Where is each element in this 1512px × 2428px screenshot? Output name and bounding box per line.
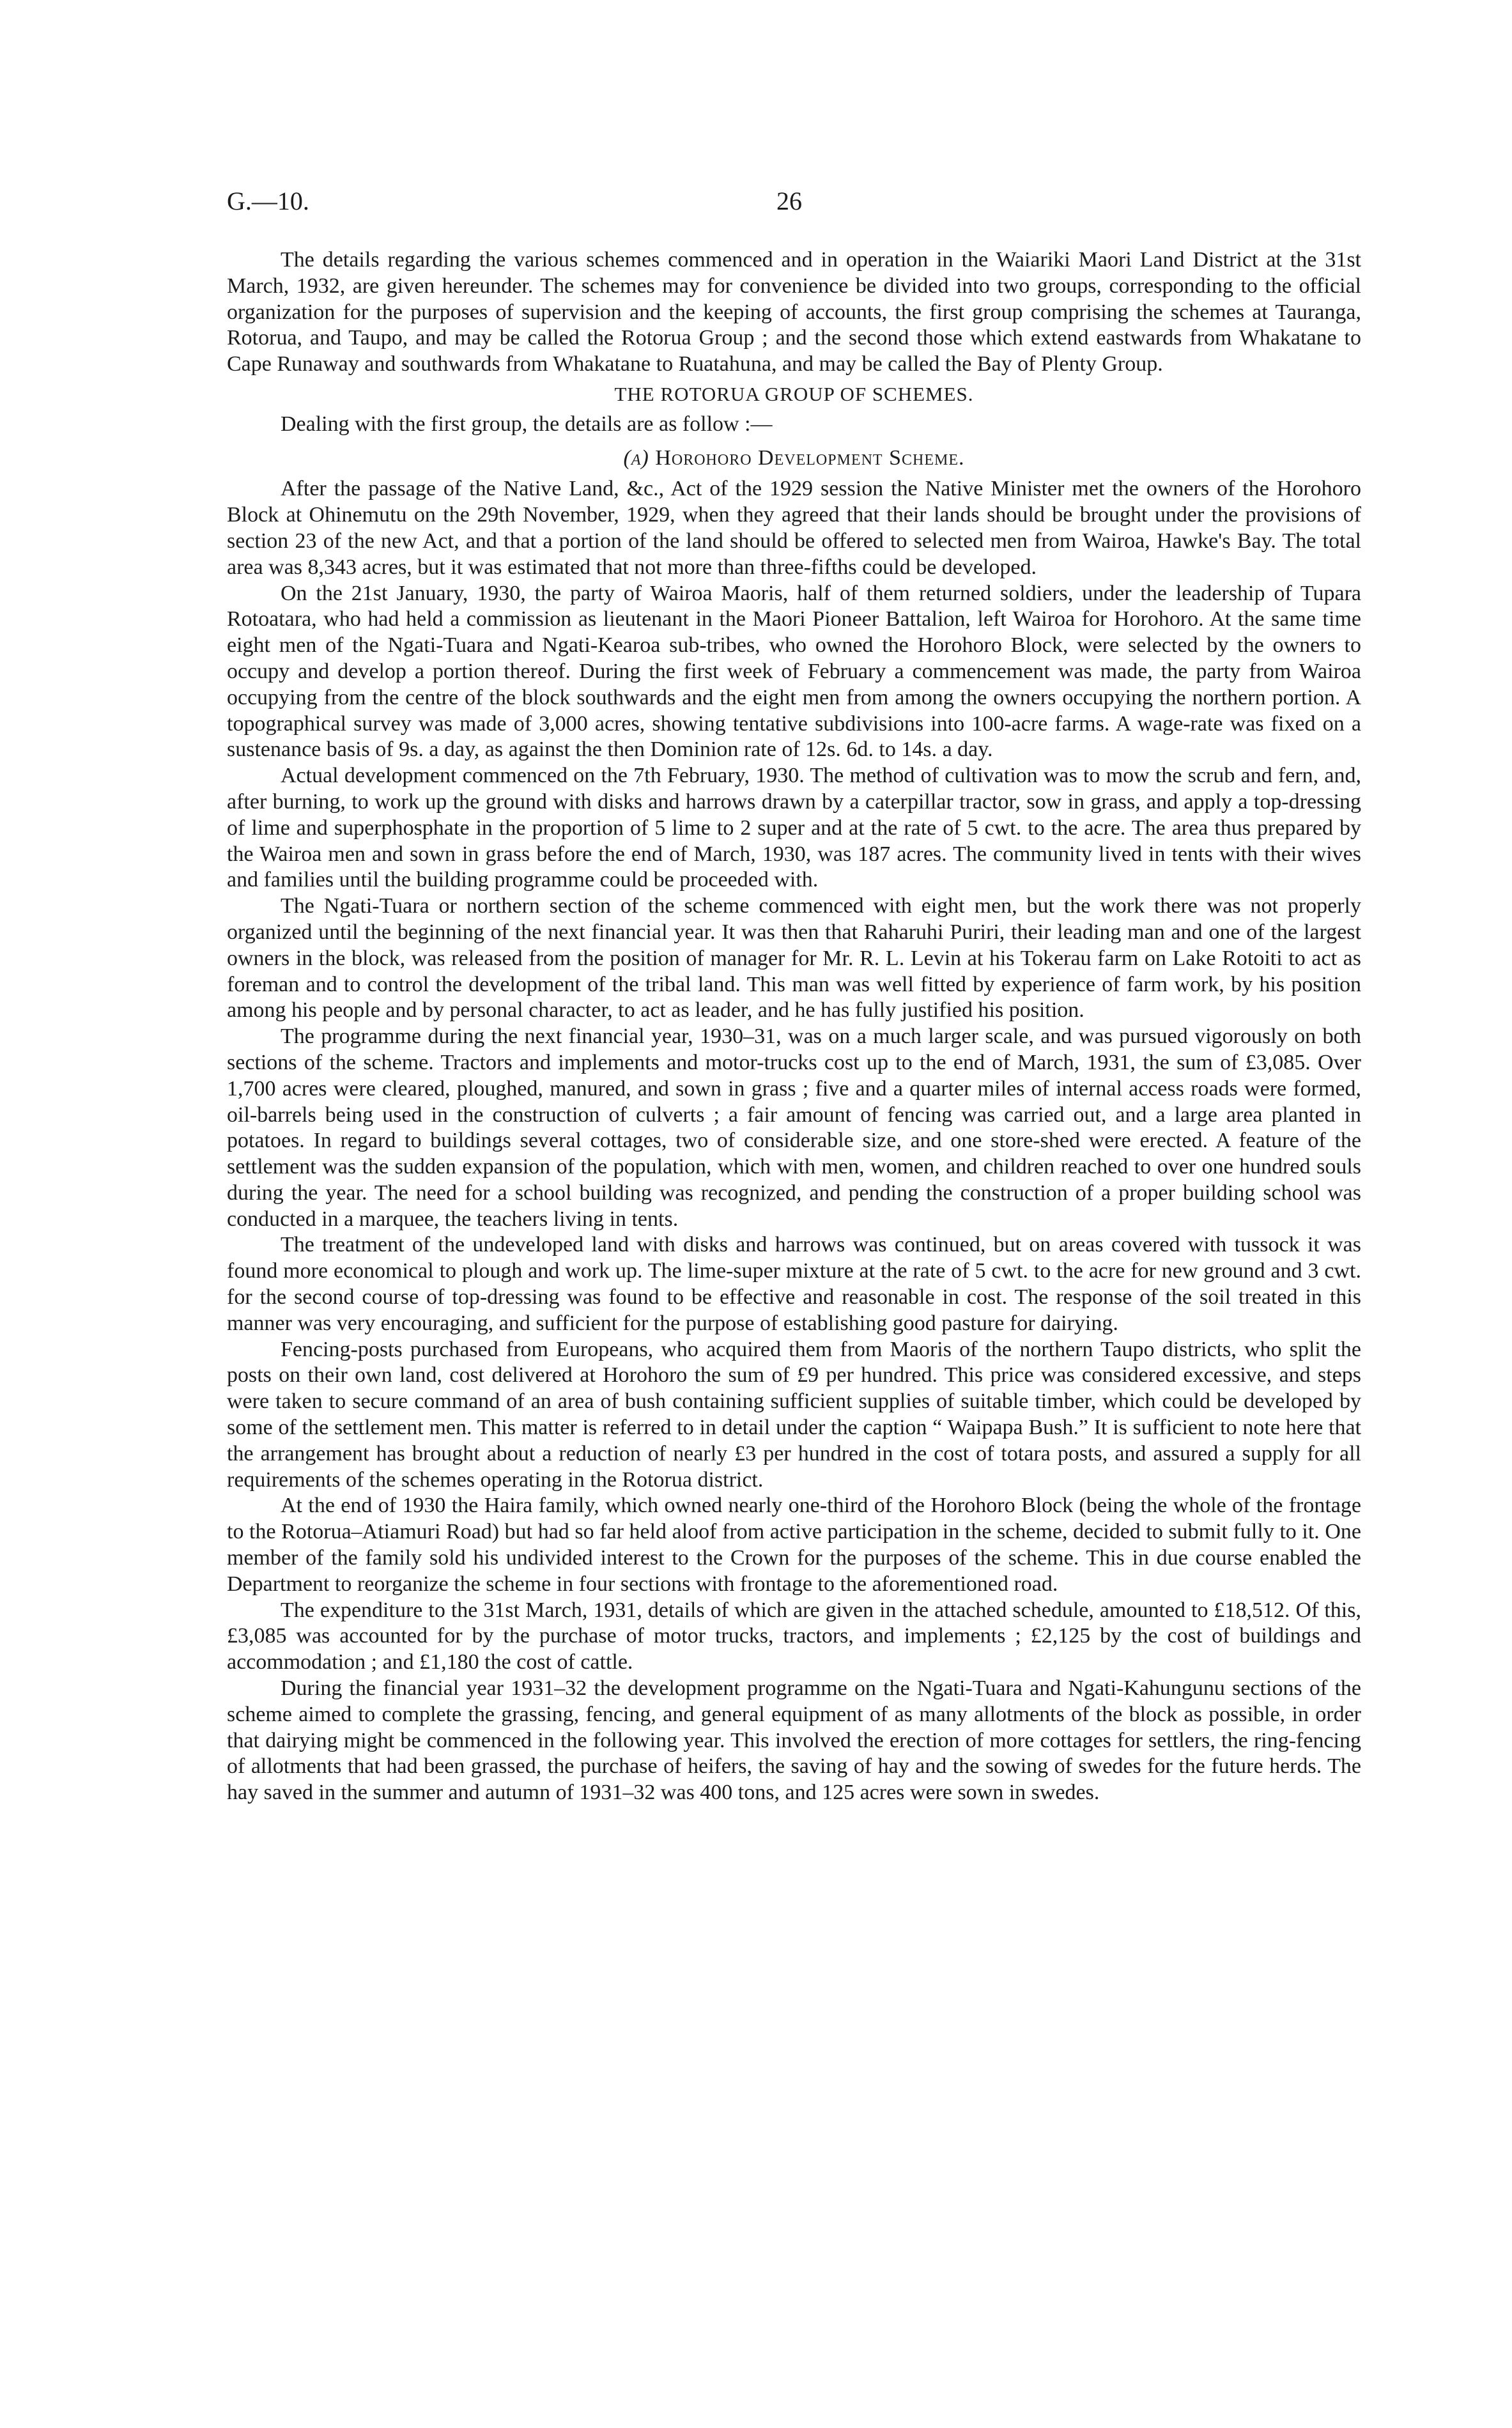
page-header	[227, 182, 1361, 220]
paragraph: After the passage of the Native Land, &c., Act of the 1929 session the Native Minister met the owners of the Horohoro Block at Ohinemutu on the 29th November, 1929, when they agreed that their lands should be brought under the provisions of section 23 of the new Act, and that a portion of the land should be offered to selected men from Wairoa, Hawke's Bay. The total area was 8,343 acres, but it was estimated that not more than three-fifths could be developed.	[227, 477, 1361, 579]
paragraph: On the 21st January, 1930, the party of Wairoa Maoris, half of them returned soldiers, under the leadership of Tupara Rotoatara, who had held a commission as lieutenant in the Maori Pioneer Battalion, left Wairoa for Horohoro. At the same time eight men of the Ngati-Tuara and Ngati-Kearoa sub-tribes, who owned the Horohoro Block, were selected by the owners to occupy and develop a portion thereof. During the first week of February a commencement was made, the party from Wairoa occupying from the centre of the block southwards and the eight men from among the owners occupying the northern portion. A topographical survey was made of 3,000 acres, showing tentative subdivisions into 100-acre farms. A wage-rate was fixed on a sustenance basis of 9s. a day, as against the then Dominion rate of 12s. 6d. to 14s. a day.	[227, 581, 1361, 762]
dealing-line: Dealing with the first group, the details are as follow :—	[281, 412, 773, 436]
document-reference: G.—10.	[227, 187, 309, 215]
section-heading: THE ROTORUA GROUP OF SCHEMES.	[614, 382, 974, 405]
subsection-title: Horohoro Development Scheme.	[655, 445, 965, 470]
page-number: 26	[776, 187, 802, 215]
body-text	[227, 247, 1361, 1806]
paragraph: The treatment of the undeveloped land with disks and harrows was continued, but on areas covered with tussock it was found more economical to plough and work up. The lime-super mixture at the rate of 5 cwt. to the acre for new ground and 3 cwt. for the second course of top-dressing was found to be effective and reasonable in cost. The response of the soil treated in this manner was very encouraging, and sufficient for the purpose of establishing good pasture for dairying.	[227, 1233, 1361, 1335]
document-page	[227, 182, 1361, 1806]
intro-paragraph: The details regarding the various schemes commenced and in operation in the Waiariki Maori Land District at the 31st March, 1932, are given hereunder. The schemes may for convenience be divided into two groups, corresponding to the official organization for the purposes of supervision and the keeping of accounts, the first group comprising the schemes at Tauranga, Rotorua, and Taupo, and may be called the Rotorua Group ; and the second those which extend eastwards from Whakatane to Cape Runaway and southwards from Whakatane to Ruatahuna, and may be called the Bay of Plenty Group.	[227, 248, 1361, 376]
subsection-marker: (a)	[623, 445, 649, 470]
paragraph: During the financial year 1931–32 the development programme on the Ngati-Tuara and Ngati-Kahungunu sections of the scheme aimed to complete the grassing, fencing, and general equipment of as many allotments of the block as possible, in order that dairying might be commenced in the following year. This involved the erection of more cottages for settlers, the ring-fencing of allotments that had been grassed, the purchase of heifers, the saving of hay and the sowing of swedes for the future herds. The hay saved in the summer and autumn of 1931–32 was 400 tons, and 125 acres were sown in swedes.	[227, 1676, 1361, 1805]
paragraph: The expenditure to the 31st March, 1931, details of which are given in the attached schedule, amounted to £18,512. Of this, £3,085 was accounted for by the purchase of motor trucks, tractors, and implements ; £2,125 by the cost of buildings and accommodation ; and £1,180 the cost of cattle.	[227, 1598, 1361, 1674]
paragraph: The Ngati-Tuara or northern section of the scheme commenced with eight men, but the work there was not properly organized until the beginning of the next financial year. It was then that Raharuhi Puriri, their leading man and one of the largest owners in the block, was released from the position of manager for Mr. R. L. Levin at his Tokerau farm on Lake Rotoiti to act as foreman and to control the development of the tribal land. This man was well fitted by experience of farm work, by his position among his people and by personal character, to act as leader, and he has fully justified his position.	[227, 894, 1361, 1023]
paragraph: At the end of 1930 the Haira family, which owned nearly one-third of the Horohoro Block (being the whole of the frontage to the Rotorua–Atiamuri Road) but had so far held aloof from active participation in the scheme, decided to submit fully to it. One member of the family sold his undivided interest to the Crown for the purposes of the scheme. This in due course enabled the Department to reorganize the scheme in four sections with frontage to the aforementioned road.	[227, 1494, 1361, 1596]
paragraph: Fencing-posts purchased from Europeans, who acquired them from Maoris of the northern Taupo districts, who split the posts on their own land, cost delivered at Horohoro the sum of £9 per hundred. This price was considered excessive, and steps were taken to secure command of an area of bush containing sufficient supplies of suitable timber, which could be developed by some of the settlement men. This matter is referred to in detail under the caption “ Waipapa Bush.” It is sufficient to note here that the arrangement has brought about a reduction of nearly £3 per hundred in the cost of totara posts, and assured a supply for all requirements of the schemes operating in the Rotorua district.	[227, 1337, 1361, 1492]
subsection-heading	[227, 445, 1361, 472]
paragraph: The programme during the next financial year, 1930–31, was on a much larger scale, and was pursued vigorously on both sections of the scheme. Tractors and implements and motor-trucks cost up to the end of March, 1931, the sum of £3,085. Over 1,700 acres were cleared, ploughed, manured, and sown in grass ; five and a quarter miles of internal access roads were formed, oil-barrels being used in the construction of culverts ; a fair amount of fencing was carried out, and a large area planted in potatoes. In regard to buildings several cottages, two of considerable size, and one store-shed were erected. A feature of the settlement was the sudden expansion of the population, which with men, women, and children reached to over one hundred souls during the year. The need for a school building was recognized, and pending the construction of a proper building school was conducted in a marquee, the teachers living in tents.	[227, 1025, 1361, 1231]
paragraph: Actual development commenced on the 7th February, 1930. The method of cultivation was to mow the scrub and fern, and, after burning, to work up the ground with disks and harrows drawn by a caterpillar tractor, sow in grass, and apply a top-dressing of lime and superphosphate in the proportion of 5 lime to 2 super and at the rate of 5 cwt. to the acre. The area thus prepared by the Wairoa men and sown in grass before the end of March, 1930, was 187 acres. The community lived in tents with their wives and families until the building programme could be proceeded with.	[227, 764, 1361, 892]
